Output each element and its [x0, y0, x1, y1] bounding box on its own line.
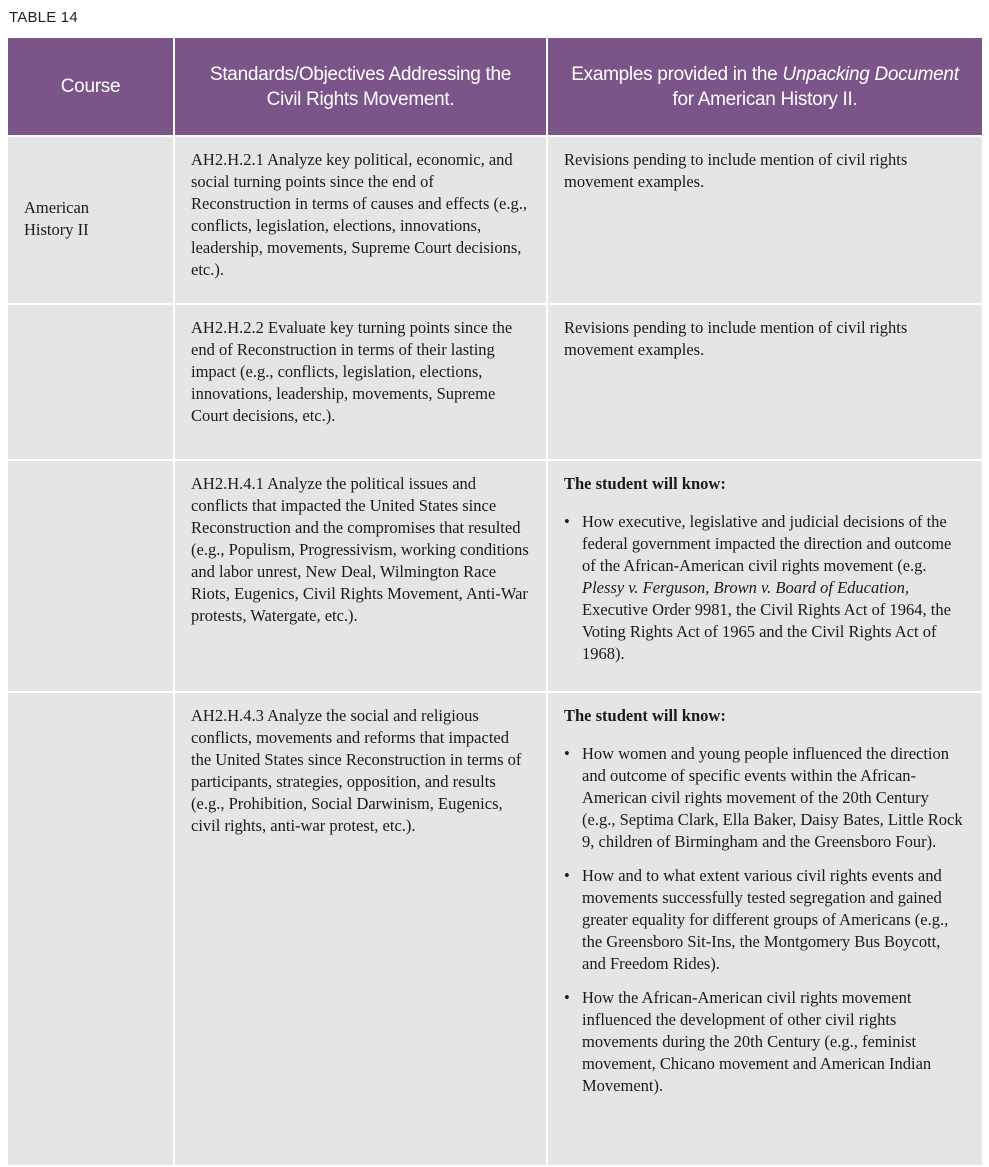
bullet-text-italic: Plessy v. Ferguson, Brown v. Board of Education, — [582, 578, 910, 597]
example-list — [564, 743, 966, 1097]
header-course: Course — [8, 38, 175, 135]
header-standards — [175, 38, 548, 135]
standard-text: AH2.H.2.2 Evaluate key turning points since the end of Reconstruction in terms of their lasting impact (e.g., conflicts, legislation, elections, innovations, leadership, movements, Supreme Court decisions, etc.). — [191, 318, 513, 425]
standard-cell — [175, 135, 548, 303]
table-label: TABLE 14 — [9, 9, 78, 26]
example-cell — [548, 303, 982, 459]
example-cell — [548, 459, 982, 691]
know-label: The student will know: — [564, 706, 726, 725]
example-text: Revisions pending to include mention of civil rights movement examples. — [564, 318, 908, 359]
list-item: • How women and young people influenced the direction and outcome of specific events within the African-American civil rights movement of the 20th Century (e.g., Septima Clark, Ella Baker, Daisy Bates, Little Rock 9, children of Birmingham and the Greensboro Four). — [564, 743, 966, 853]
example-text: Revisions pending to include mention of civil rights movement examples. — [564, 150, 908, 191]
list-item: • How the African-American civil rights movement influenced the development of other civil rights movements during the 20th Century (e.g., feminist movement, Chicano movement and American Indian Movement). — [564, 987, 966, 1097]
standard-cell — [175, 459, 548, 691]
example-cell — [548, 135, 982, 303]
standard-cell — [175, 691, 548, 1165]
standard-cell — [175, 303, 548, 459]
header-row — [8, 38, 982, 135]
course-name: American History II — [24, 198, 90, 239]
table-row — [8, 691, 982, 1165]
header-examples-suffix: for American History II. — [672, 88, 858, 110]
header-examples — [548, 38, 982, 135]
list-item — [564, 511, 966, 665]
table-row — [8, 135, 982, 303]
standard-text: AH2.H.4.1 Analyze the political issues and conflicts that impacted the United States since Reconstruction and the compromises that resulted (e.g., Populism, Progressivism, working conditions and labor unrest, New Deal, Wilmington Race Riots, Eugenics, Civil Rights Movement, Anti-War protests, Watergate, etc.). — [191, 474, 529, 625]
example-cell — [548, 691, 982, 1165]
header-standards-line1: Standards/Objectives Addressing the — [209, 63, 512, 85]
bullet-text-pre: How executive, legislative and judicial decisions of the federal government impacted the direction and outcome of the African-American civil rights movement (e.g. — [582, 512, 952, 575]
course-cell — [8, 135, 175, 303]
header-examples-prefix: Examples provided in the — [571, 63, 783, 85]
standards-table — [8, 38, 982, 1165]
bullet-text-post: Executive Order 9981, the Civil Rights Act of 1964, the Voting Rights Act of 1965 and the Civil Rights Act of 1968). — [582, 600, 951, 663]
standard-text: AH2.H.2.1 Analyze key political, economic, and social turning points since the end of Reconstruction in terms of causes and effects (e.g., conflicts, legislation, elections, innovations, leadership, movements, Supreme Court decisions, etc.). — [191, 150, 528, 279]
course-cell — [8, 303, 175, 459]
example-list — [564, 511, 966, 665]
header-examples-italic: Unpacking Document — [782, 63, 959, 85]
know-label: The student will know: — [564, 474, 726, 493]
table-row — [8, 303, 982, 459]
course-cell — [8, 691, 175, 1165]
table-row — [8, 459, 982, 691]
standard-text: AH2.H.4.3 Analyze the social and religious conflicts, movements and reforms that impacted the United States since Reconstruction in terms of participants, strategies, opposition, and results (e.g., Prohibition, Social Darwinism, Eugenics, civil rights, anti-war protest, etc.). — [191, 706, 522, 835]
course-cell — [8, 459, 175, 691]
header-standards-line2: Civil Rights Movement. — [266, 88, 455, 110]
list-item: • How and to what extent various civil rights events and movements successfully tested segregation and gained greater equality for different groups of Americans (e.g., the Greensboro Sit-Ins, the Montgomery Bus Boycott, and Freedom Rides). — [564, 865, 966, 975]
